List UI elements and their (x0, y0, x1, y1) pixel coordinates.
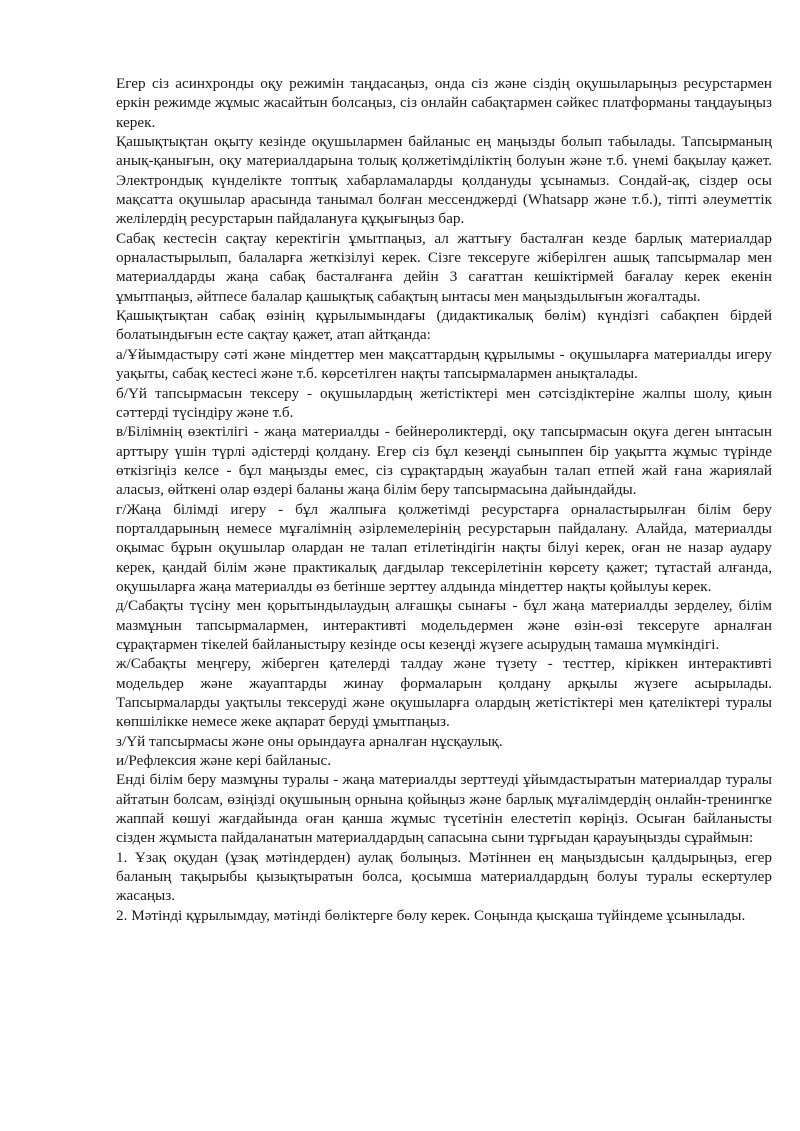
list-item-zh: ж/Сабақты меңгеру, жіберген қателерді талдау және түзету - тесттер, кіріккен интерактивті модельдер және жауаптарды жинау формаларын қолдану арқылы жүзеге асырылады. Тапсырмаларды уақтылы тексеруді және оқушыларға олардың жетістіктері мен қателіктері туралы көпшілікке немесе жеке ақпарат беруді ұмытпаңыз. (116, 655, 772, 731)
content-paragraph: Енді білім беру мазмұны туралы - жаңа материалды зерттеуді ұйымдастыратын материалдар туралы айтатын болсам, өзіңізді оқушының орнына қойыңыз және барлық мұғалімдердің онлайн-тренингке жаппай көшуі жағдайында оған қанша жұмыс түсетінін елестетіп көріңіз. Осыған байланысты сізден жұмыста пайдаланатын материалдардың сапасына сыни тұрғыдан қарауыңызды сұраймын: (116, 771, 772, 847)
list-item-i: и/Рефлексия және кері байланыс. (116, 752, 331, 770)
list-item-b: б/Үй тапсырмасын тексеру - оқушылардың жетістіктері мен сәтсіздіктеріне жалпы шолу, қиын сәттерді түсіндіру және т.б. (116, 384, 772, 421)
list-item-a: а/Ұйымдастыру сәті және міндеттер мен мақсаттардың құрылымы - оқушыларға материалды игеру уақыты, сабақ кестесі және т.б. көрсетілген нақты тапсырмалармен анықталады. (116, 345, 772, 383)
intro-paragraph: Егер сіз асинхронды оқу режимін таңдасаңыз, онда сіз және сіздің оқушыларыңыз ресурстармен еркін режимде жұмыс жасайтын болсаңыз, сіз онлайн сабақтармен сәйкес платформаны таңдауыңыз керек. (116, 75, 772, 131)
communication-paragraph: Қашықтықтан оқыту кезінде оқушылармен байланыс ең маңызды болып табылады. Тапсырманың анық-қанығын, оқу материалдарына толық қолжетімділіктің болуын және т.б. үнемі бақылау қажет. Электрондық күнделікте топтық хабарламаларды қолдануды ұсынамыз. Сондай-ақ, сіздер осы мақсатта оқушылар арасында танымал болған мессенджерді (Whatsapp және т.б.), тіпті әлеуметтік желілердің ресурстарын пайдалануға құқығыңыз бар. (116, 133, 772, 228)
list-item-d: д/Сабақты түсіну мен қорытындылаудың алғашқы сынағы - бұл жаңа материалды зерделеу, білім мазмұнын тапсырмалармен, интерактивті модельдермен және өзін-өзі тексеруге арналған сұрақтармен тікелей байланыстыру кезінде осы кезеңді жүзеге асырудың тамаша мүмкіндігі. (116, 597, 772, 653)
schedule-paragraph: Сабақ кестесін сақтау керектігін ұмытпаңыз, ал жаттығу басталған кезде барлық материалдар орналастырылып, балаларға жеткізілуі керек. Сізге тексеруге жіберілген ашық тапсырмалар мен материалдарды жаңа сабақ басталғанға дейін 3 сағаттан кешіктірмей бағалау керек екенін ұмытпаңыз, әйтпесе балалар қашықтық сабақтың ынтасы мен маңыздылығын жоғалтады. (116, 229, 772, 305)
list-item-v: в/Білімнің өзектілігі - жаңа материалды - бейнероликтерді, оқу тапсырмасын оқуға деген ынтасын арттыру үшін түрлі әдістерді қолдану. Егер сіз бұл кезеңді сыныппен бір уақытта жұмыс түрінде өткізгіңіз келсе - бұл маңызды емес, сіз сұрақтардың жауабын талап етпей жай ғана жариялай аласыз, өйткені олар өздері баланы жаңа білім беру тапсырмасына дайындайды. (116, 423, 772, 499)
list-item-g: г/Жаңа білімді игеру - бұл жалпыға қолжетімді ресурстарға орналастырылған білім беру порталдарының немесе мұғалімнің әзірлемелерінің ресурстарын пайдалану. Алайда, материалды оқымас бұрын оқушылар олардан не талап етілетіндігін нақты білуі керек, оған не назар аудару керек, қандай білім және практикалық дағдылар тексерілетінін көрсету қажет; тұтастай алғанда, оқушыларға жаңа материалды өз бетінше зерттеу алдында міндеттер нақты қойылуы керек. (116, 500, 772, 595)
structure-paragraph: Қашықтықтан сабақ өзінің құрылымындағы (дидактикалық бөлім) күндізгі сабақпен бірдей болатындығын есте сақтау қажет, атап айтқанда: (116, 307, 772, 344)
numbered-item-2: 2. Мәтінді құрылымдау, мәтінді бөліктерге бөлу керек. Соңында қысқаша түйіндеме ұсынылады. (116, 906, 746, 924)
list-item-z: з/Үй тапсырмасы және оны орындауға арналған нұсқаулық. (116, 732, 503, 750)
numbered-item-1: 1. Ұзақ оқудан (ұзақ мәтіндерден) аулақ болыңыз. Мәтіннен ең маңыздысын қалдырыңыз, егер баланың тақырыбы қызықтыратын болса, қосымша материалдардың болуы туралы ескертулер жасаңыз. (116, 848, 772, 905)
document-page (116, 74, 772, 925)
